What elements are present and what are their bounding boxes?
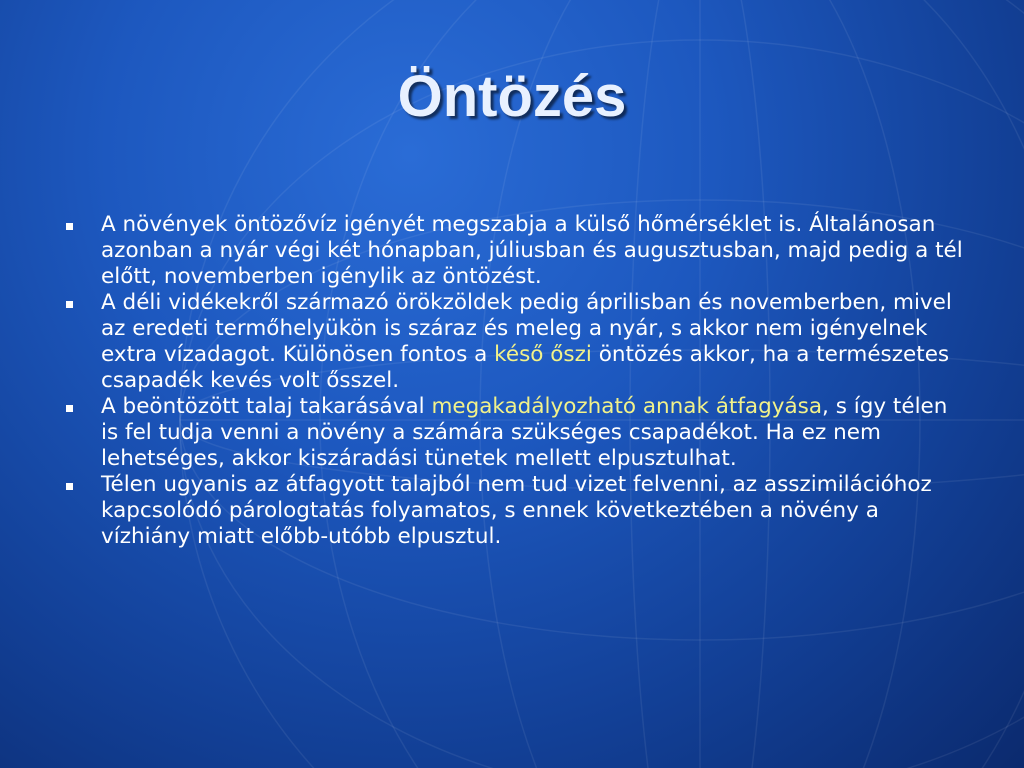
bullet-item xyxy=(64,472,964,550)
bullet-text: A déli vidékekről származó örökzöldek pedig áprilisban és novemberben, mivel az eredeti termőhelyükön is száraz és meleg a nyár, s akkor nem igényelnek extra vízadagot. Különösen fontos a xyxy=(101,290,952,367)
slide-title: Öntözés xyxy=(397,64,627,129)
square-bullet-icon xyxy=(66,483,73,490)
bullet-text: A növények öntözővíz igényét megszabja a külső hőmérséklet is. Általánosan azonban a nyár végi két hónapban, júliusban és augusztusban, majd pedig a tél előtt, novemberben igénylik az öntözést. xyxy=(101,212,963,289)
square-bullet-icon xyxy=(66,223,73,230)
bullet-item xyxy=(64,212,964,290)
bullet-list xyxy=(64,212,964,550)
bullet-text: A beöntözött talaj takarásával xyxy=(101,394,432,419)
bullet-item xyxy=(64,394,964,472)
bullet-text: , s így télen is fel tudja venni a növény a számára szükséges csapadékot. Ha ez nem lehetséges, akkor kiszáradási tünetek mellett elpusztulhat. xyxy=(101,394,948,471)
highlighted-text: késő őszi xyxy=(494,342,592,367)
bullet-text: öntözés akkor, ha a természetes csapadék kevés volt ősszel. xyxy=(101,342,950,393)
bullet-text: Télen ugyanis az átfagyott talajból nem tud vizet felvenni, az asszimilációhoz kapcsolódó párologtatás folyamatos, s ennek következtében a növény a vízhiány miatt előbb-utóbb elpusztul. xyxy=(101,472,932,549)
highlighted-text: megakadályozható annak átfagyása xyxy=(431,394,823,419)
square-bullet-icon xyxy=(66,405,73,412)
bullet-item xyxy=(64,290,964,394)
square-bullet-icon xyxy=(66,301,73,308)
